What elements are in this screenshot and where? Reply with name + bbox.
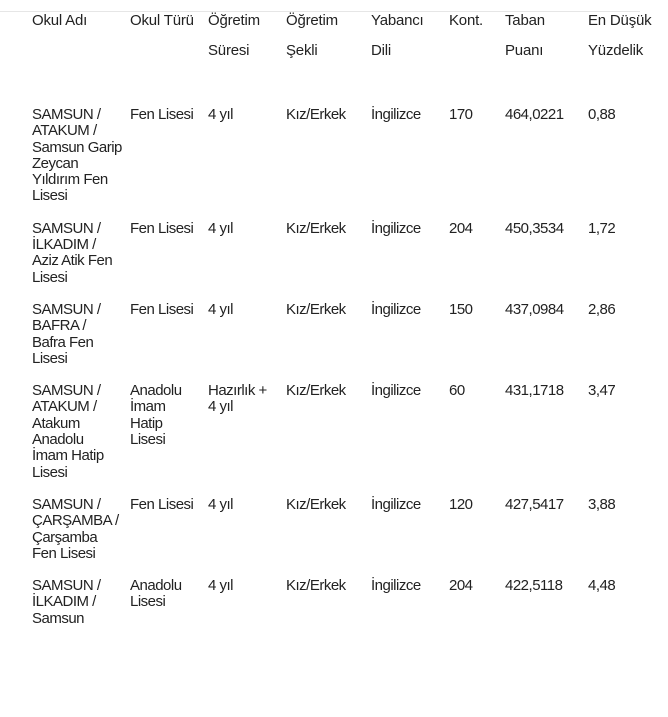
cell-quota: 204	[449, 219, 473, 237]
column-header-quota[interactable]	[445, 6, 501, 102]
column-header-label: Kont.	[449, 12, 484, 29]
column-header-label: Yabancı Dili	[371, 12, 424, 59]
column-header-label: Öğretim Süresi	[208, 12, 260, 59]
cell-lowest-percentile: 0,88	[588, 106, 616, 123]
cell-base-score: 464,0221	[505, 106, 564, 123]
table-row	[28, 378, 668, 492]
cell-foreign-language: İngilizce	[371, 382, 421, 400]
column-header-lowest-percentile[interactable]	[584, 6, 668, 102]
cell-duration: 4 yıl	[208, 300, 234, 318]
table-row	[28, 492, 668, 573]
column-header-school-type[interactable]	[126, 6, 204, 102]
column-header-school-name[interactable]	[28, 6, 126, 102]
cell-education-type: Kız/Erkek	[286, 219, 346, 237]
cell-school-name: SAMSUN / İLKADIM / Aziz Atik Fen Lisesi	[32, 219, 113, 286]
cell-foreign-language: İngilizce	[371, 300, 421, 318]
table-row	[28, 216, 668, 297]
column-header-education-type[interactable]	[282, 6, 367, 102]
cell-base-score: 437,0984	[505, 300, 564, 318]
cell-foreign-language: İngilizce	[371, 106, 421, 123]
cell-base-score: 427,5417	[505, 495, 564, 513]
column-header-label: En Düşük Yüzdelik	[588, 12, 652, 59]
cell-education-type: Kız/Erkek	[286, 382, 346, 400]
cell-foreign-language: İngilizce	[371, 495, 421, 513]
cell-quota: 204	[449, 577, 473, 595]
cell-quota: 170	[449, 106, 473, 123]
cell-lowest-percentile: 2,86	[588, 300, 616, 318]
cell-school-name: SAMSUN / ATAKUM / Atakum Anadolu İmam Hatip Lisesi	[32, 382, 104, 481]
table-header-row	[28, 6, 668, 102]
cell-duration: 4 yıl	[208, 106, 234, 123]
cell-duration: 4 yıl	[208, 495, 234, 513]
column-header-label: Okul Türü	[130, 12, 194, 29]
cell-lowest-percentile: 3,88	[588, 495, 616, 513]
cell-foreign-language: İngilizce	[371, 219, 421, 237]
cell-education-type: Kız/Erkek	[286, 300, 346, 318]
cell-school-type: Fen Lisesi	[130, 300, 194, 318]
cell-school-type: Fen Lisesi	[130, 219, 194, 237]
column-header-label: Taban Puanı	[505, 12, 545, 59]
cell-lowest-percentile: 3,47	[588, 382, 616, 400]
cell-school-name: SAMSUN / ÇARŞAMBA / Çarşamba Fen Lisesi	[32, 495, 119, 562]
cell-quota: 120	[449, 495, 473, 513]
school-table	[28, 6, 668, 638]
cell-duration: Hazırlık + 4 yıl	[208, 382, 267, 416]
cell-lowest-percentile: 1,72	[588, 219, 616, 237]
column-header-duration[interactable]	[204, 6, 282, 102]
cell-quota: 60	[449, 382, 465, 400]
cell-education-type: Kız/Erkek	[286, 495, 346, 513]
column-header-label: Öğretim Şekli	[286, 12, 338, 59]
cell-school-type: Anadolu Lisesi	[130, 577, 182, 611]
cell-school-type: Fen Lisesi	[130, 106, 194, 123]
cell-school-name: SAMSUN / İLKADIM / Samsun	[32, 577, 101, 627]
cell-quota: 150	[449, 300, 473, 318]
cell-base-score: 422,5118	[505, 577, 563, 595]
cell-education-type: Kız/Erkek	[286, 577, 346, 595]
cell-school-type: Fen Lisesi	[130, 495, 194, 513]
column-header-label: Okul Adı	[32, 12, 88, 29]
table-row	[28, 102, 668, 216]
cell-foreign-language: İngilizce	[371, 577, 421, 595]
table-row	[28, 573, 668, 638]
cell-base-score: 431,1718	[505, 382, 564, 400]
cell-duration: 4 yıl	[208, 577, 234, 595]
cell-school-type: Anadolu İmam Hatip Lisesi	[130, 382, 182, 449]
cell-education-type: Kız/Erkek	[286, 106, 346, 123]
cell-duration: 4 yıl	[208, 219, 234, 237]
cell-school-name: SAMSUN / ATAKUM / Samsun Garip Zeycan Yıldırım Fen Lisesi	[32, 106, 122, 205]
column-header-foreign-language[interactable]	[367, 6, 445, 102]
table-row	[28, 297, 668, 378]
column-header-base-score[interactable]	[501, 6, 584, 102]
cell-lowest-percentile: 4,48	[588, 577, 616, 595]
cell-school-name: SAMSUN / BAFRA / Bafra Fen Lisesi	[32, 300, 101, 367]
cell-base-score: 450,3534	[505, 219, 564, 237]
